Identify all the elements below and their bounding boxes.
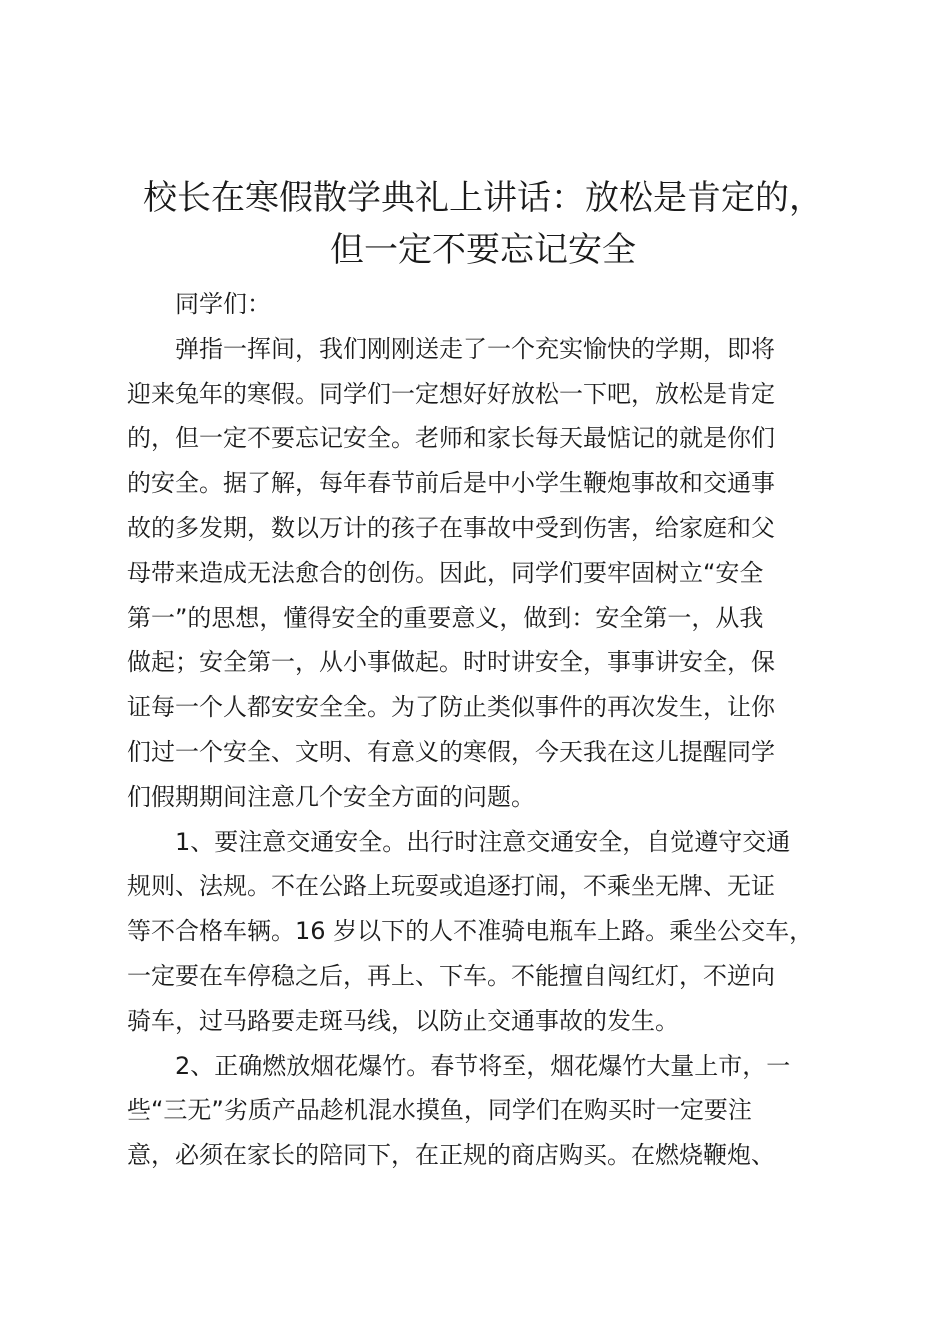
paragraph-line: 的，但一定不要忘记安全。老师和家长每天最惦记的就是你们 [127, 424, 775, 453]
paragraph-line: 等不合格车辆。16 岁以下的人不准骑电瓶车上路。乘坐公交车， [127, 917, 814, 946]
paragraph-line: 些“三无”劣质产品趁机混水摸鱼，同学们在购买时一定要注 [127, 1096, 752, 1125]
paragraph-fireworks-safety [127, 1044, 839, 1178]
paragraph-line: 做起；安全第一，从小事做起。时时讲安全，事事讲安全，保 [127, 648, 775, 677]
paragraph-line: 规则、法规。不在公路上玩耍或追逐打闹，不乘坐无牌、无证 [127, 872, 775, 901]
paragraph-line: 2、正确燃放烟花爆竹。春节将至，烟花爆竹大量上市，一 [175, 1051, 791, 1080]
paragraph-line: 证每一个人都安安全全。为了防止类似事件的再次发生，让你 [127, 693, 775, 722]
title-line-2: 但一定不要忘记安全 [330, 230, 636, 270]
paragraph-line: 骑车，过马路要走斑马线，以防止交通事故的发生。 [127, 1006, 679, 1035]
title-line-1: 校长在寒假散学典礼上讲话：放松是肯定的， [143, 178, 823, 218]
paragraph-line: 1、要注意交通安全。出行时注意交通安全，自觉遵守交通 [175, 827, 791, 856]
document-title [127, 172, 839, 276]
paragraph-line: 们过一个安全、文明、有意义的寒假，今天我在这儿提醒同学 [127, 737, 775, 766]
paragraph-line: 故的多发期，数以万计的孩子在事故中受到伤害，给家庭和父 [127, 513, 775, 542]
paragraph-line: 一定要在车停稳之后，再上、下车。不能擅自闯红灯，不逆向 [127, 961, 775, 990]
document-page [127, 172, 839, 1178]
paragraph-line: 意，必须在家长的陪同下，在正规的商店购买。在燃烧鞭炮、 [127, 1141, 775, 1170]
paragraph-line: 迎来兔年的寒假。同学们一定想好好放松一下吧，放松是肯定 [127, 379, 775, 408]
paragraph-intro [127, 327, 839, 820]
paragraph-traffic-safety [127, 820, 839, 1044]
paragraph-line: 们假期期间注意几个安全方面的问题。 [127, 782, 535, 811]
document-body [127, 282, 839, 1178]
salutation: 同学们： [175, 290, 271, 318]
paragraph-line: 母带来造成无法愈合的创伤。因此，同学们要牢固树立“安全 [127, 558, 764, 587]
paragraph-line: 第一”的思想，懂得安全的重要意义，做到：安全第一，从我 [127, 603, 764, 632]
paragraph-line: 的安全。据了解，每年春节前后是中小学生鞭炮事故和交通事 [127, 469, 775, 498]
paragraph-line: 弹指一挥间，我们刚刚送走了一个充实愉快的学期，即将 [175, 334, 775, 363]
